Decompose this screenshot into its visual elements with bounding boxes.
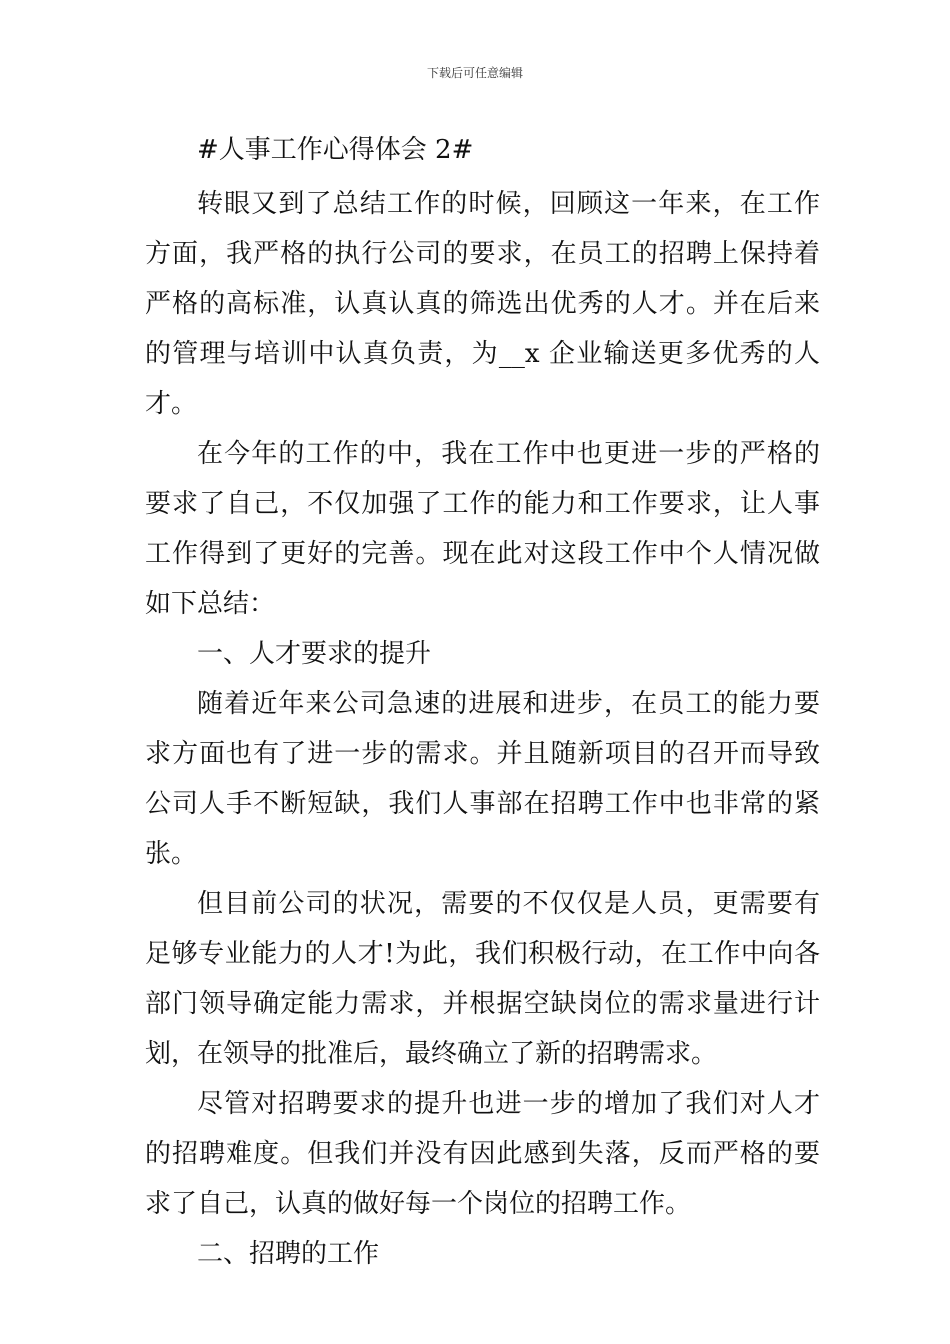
paragraph-4: 但目前公司的状况，需要的不仅仅是人员，更需要有足够专业能力的人才!为此，我们积极行动，在工作中向各部门领导确定能力需求，并根据空缺岗位的需求量进行计划，在领导的批准后，最终确立了新的招聘需求。 [145,889,820,1069]
section-heading-2: 二、招聘的工作 [197,1239,380,1269]
document-title: #人事工作心得体会 2# [197,135,474,165]
document-body [145,125,820,1279]
paragraph-3: 随着近年来公司急速的进展和进步，在员工的能力要求方面也有了进一步的需求。并且随新项目的召开而导致公司人手不断短缺，我们人事部在招聘工作中也非常的紧张。 [145,689,820,869]
section-heading-1: 一、人才要求的提升 [197,639,432,669]
paragraph-5: 尽管对招聘要求的提升也进一步的增加了我们对人才的招聘难度。但我们并没有因此感到失落，反而严格的要求了自己，认真的做好每一个岗位的招聘工作。 [145,1089,820,1219]
page-header-note: 下载后可任意编辑 [426,66,523,80]
paragraph-1: 转眼又到了总结工作的时候，回顾这一年来，在工作方面，我严格的执行公司的要求，在员工的招聘上保持着严格的高标准，认真认真的筛选出优秀的人才。并在后来的管理与培训中认真负责，为__x 企业输送更多优秀的人才。 [145,189,820,419]
paragraph-2: 在今年的工作的中，我在工作中也更进一步的严格的要求了自己，不仅加强了工作的能力和工作要求，让人事工作得到了更好的完善。现在此对这段工作中个人情况做如下总结： [145,439,820,619]
